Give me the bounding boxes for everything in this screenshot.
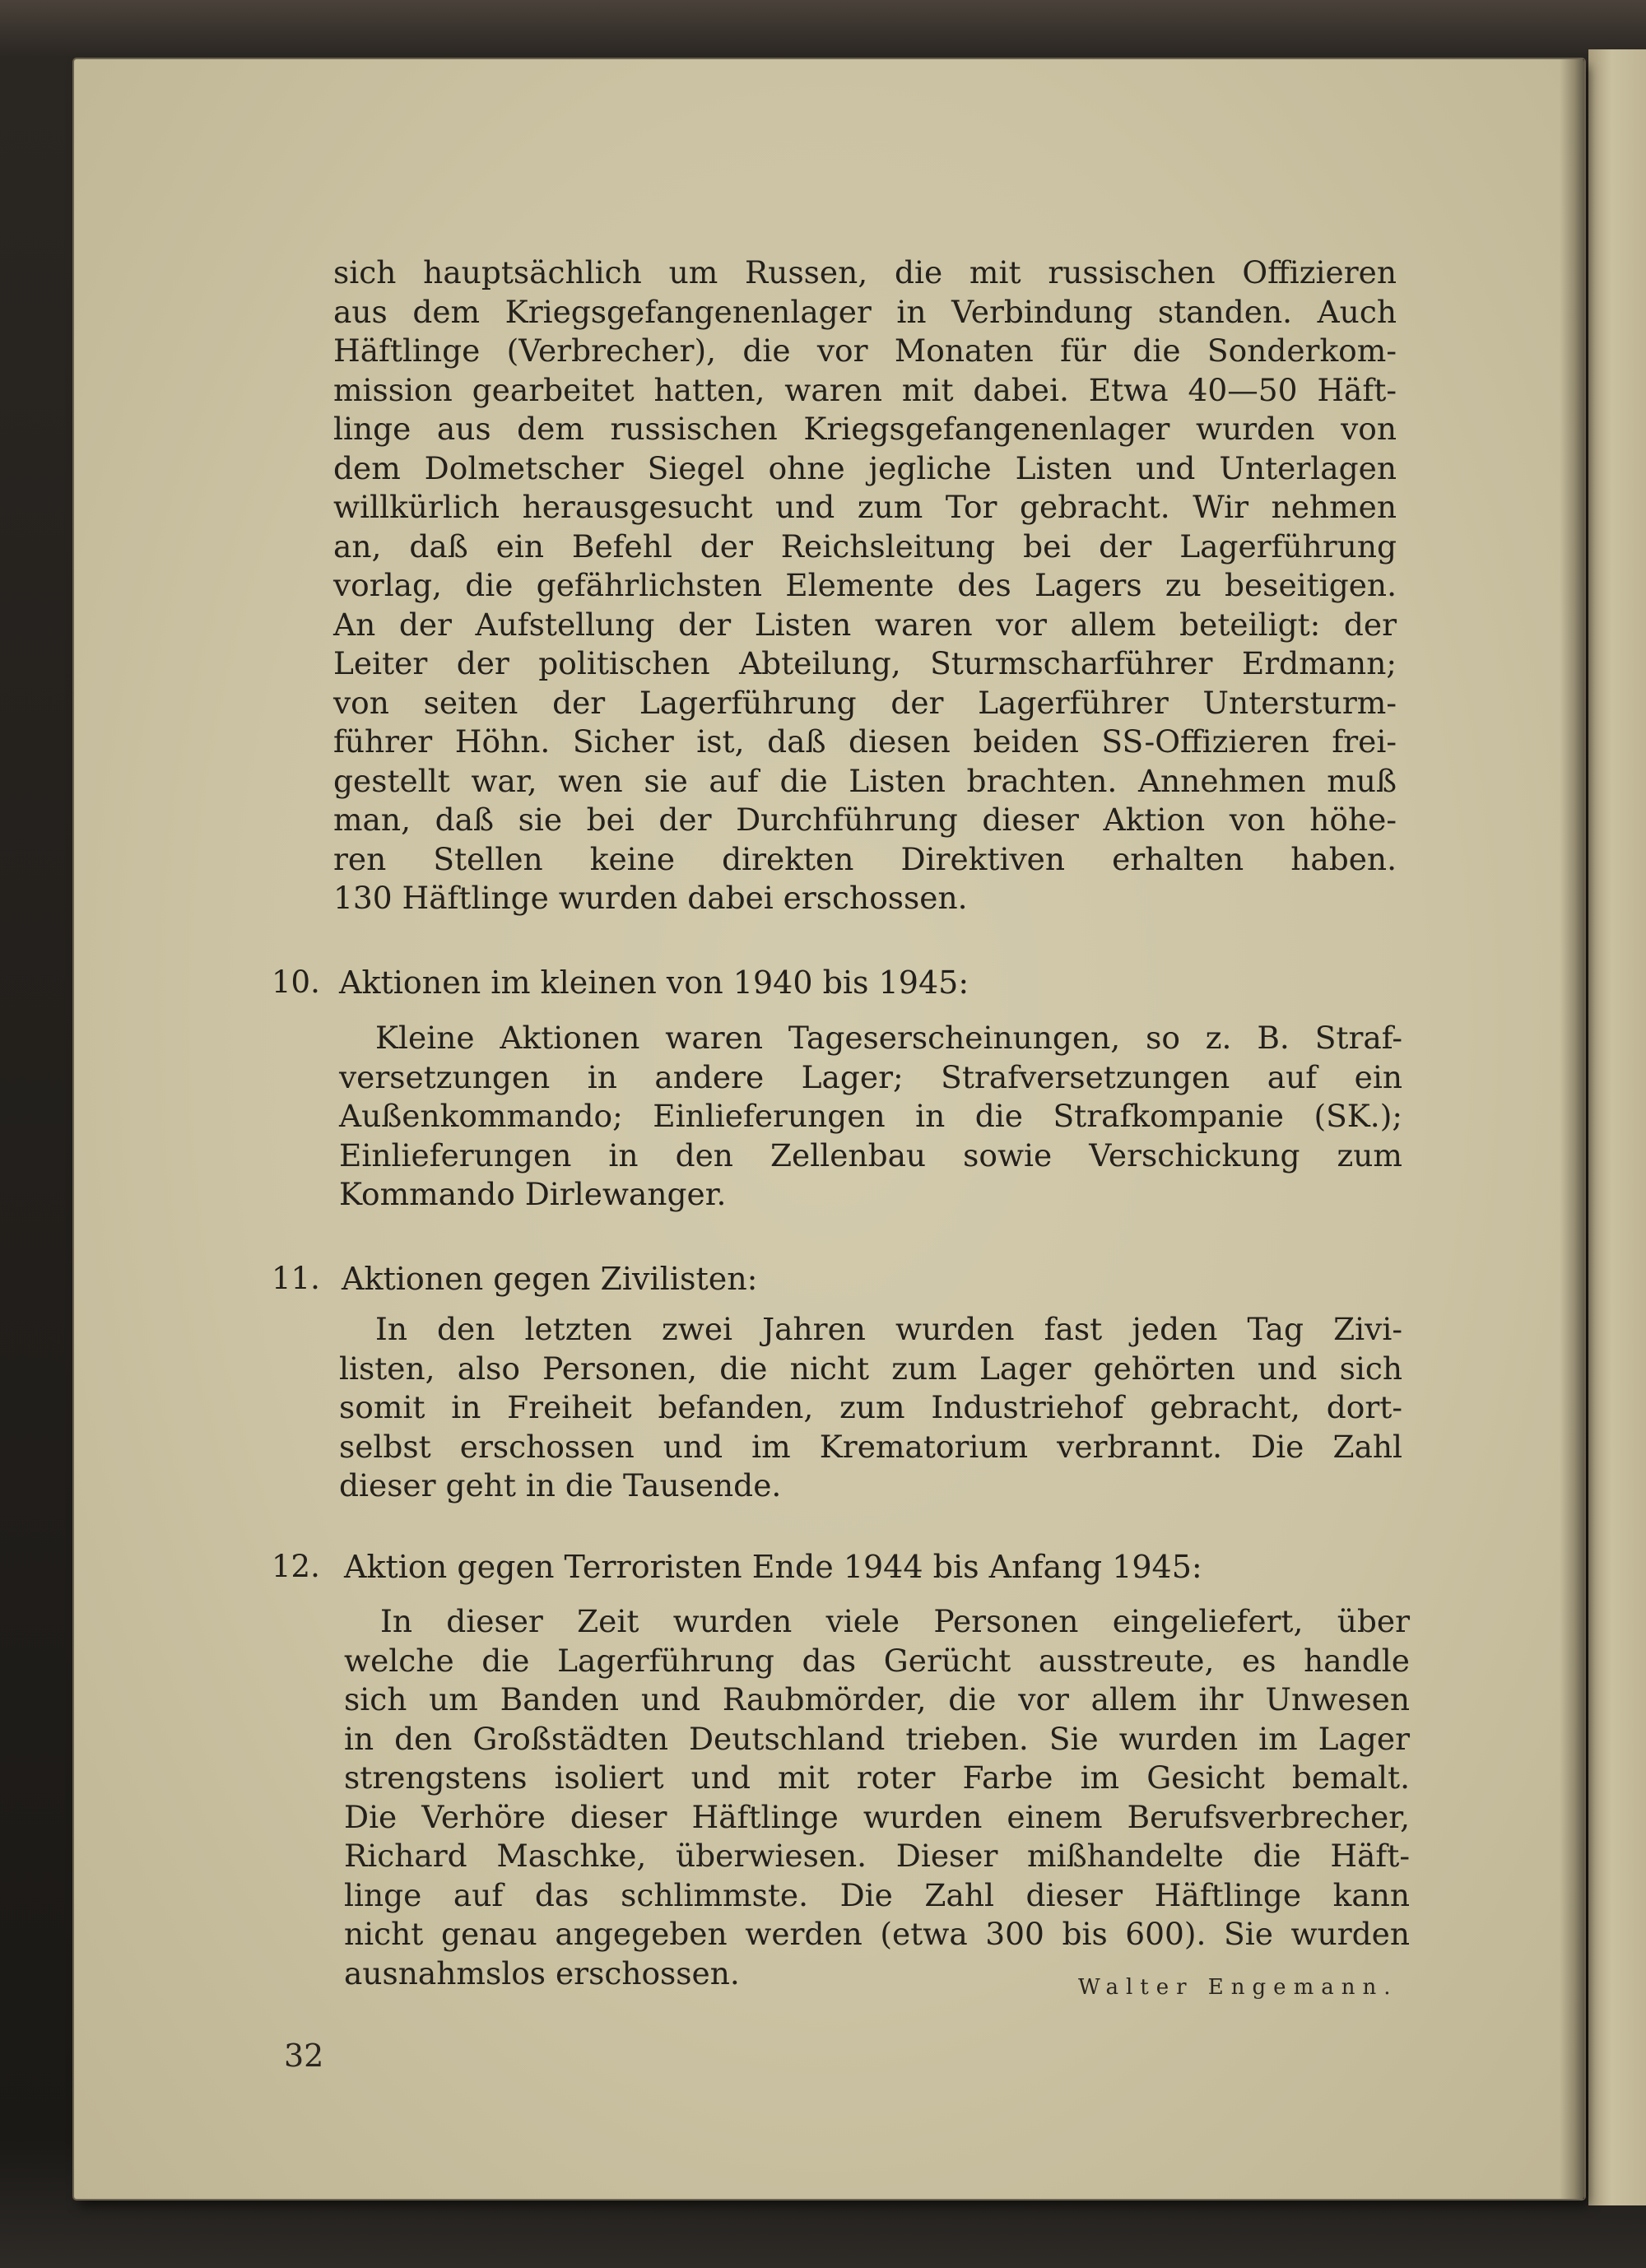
text-line: sich hauptsächlich um Russen, die mit russischen Offizieren bbox=[333, 254, 1397, 290]
section-number: 11. bbox=[272, 1261, 320, 1296]
text-line: Leiter der politischen Abteilung, Sturmscharführer Erdmann; bbox=[333, 645, 1397, 681]
text-line: welche die Lagerführung das Gerücht ausstreute, es handle bbox=[344, 1642, 1410, 1679]
text-line: Die Verhöre dieser Häftlinge wurden einem Berufsverbrecher, bbox=[344, 1798, 1410, 1835]
text-line: Außenkommando; Einlieferungen in die Strafkompanie (SK.); bbox=[339, 1098, 1402, 1134]
text-line: An der Aufstellung der Listen waren vor allem beteiligt: der bbox=[333, 606, 1397, 643]
text-line: Kommando Dirlewanger. bbox=[339, 1176, 727, 1212]
text-line: in den Großstädten Deutschland trieben. Sie wurden im Lager bbox=[344, 1720, 1410, 1757]
page-gutter-shadow bbox=[1560, 59, 1584, 2199]
author-signature: Walter Engemann. bbox=[1078, 1975, 1398, 2000]
text-line: ren Stellen keine direkten Direktiven erhalten haben. bbox=[333, 840, 1397, 877]
text-line: 130 Häftlinge wurden dabei erschossen. bbox=[333, 880, 968, 916]
text-line: Richard Maschke, überwiesen. Dieser mißhandelte die Häft- bbox=[344, 1838, 1410, 1874]
text-line: willkürlich herausgesucht und zum Tor gebracht. Wir nehmen bbox=[333, 489, 1397, 525]
text-line: somit in Freiheit befanden, zum Industriehof gebracht, dort- bbox=[339, 1389, 1402, 1425]
section-heading: Aktionen gegen Zivilisten: bbox=[342, 1261, 758, 1297]
text-line: In den letzten zwei Jahren wurden fast jeden Tag Zivi- bbox=[375, 1311, 1402, 1347]
text-line: nicht genau angegeben werden (etwa 300 bis 600). Sie wurden bbox=[344, 1916, 1410, 1952]
text-line: vorlag, die gefährlichsten Elemente des Lagers zu beseitigen. bbox=[333, 567, 1397, 603]
section-heading: Aktion gegen Terroristen Ende 1944 bis Anfang 1945: bbox=[344, 1549, 1202, 1585]
section-paragraph bbox=[339, 1310, 1402, 1506]
continuation-paragraph bbox=[333, 253, 1397, 918]
text-line: strengstens isoliert und mit roter Farbe im Gesicht bemalt. bbox=[344, 1759, 1410, 1796]
text-line: aus dem Kriegsgefangenenlager in Verbindung standen. Auch bbox=[333, 293, 1397, 330]
text-line: listen, also Personen, die nicht zum Lager gehörten und sich bbox=[339, 1350, 1402, 1387]
text-line: sich um Banden und Raubmörder, die vor allem ihr Unwesen bbox=[344, 1681, 1410, 1717]
facing-page-edge bbox=[1588, 49, 1646, 2205]
text-line: Häftlinge (Verbrecher), die vor Monaten für die Sonderkom- bbox=[333, 332, 1397, 369]
text-line: führer Höhn. Sicher ist, daß diesen beiden SS-Offizieren frei- bbox=[333, 723, 1397, 760]
text-line: Einlieferungen in den Zellenbau sowie Verschickung zum bbox=[339, 1136, 1402, 1174]
text-line: versetzungen in andere Lager; Strafversetzungen auf ein bbox=[339, 1058, 1402, 1095]
text-line: dieser geht in die Tausende. bbox=[339, 1467, 782, 1503]
text-line: linge auf das schlimmste. Die Zahl dieser Häftlinge kann bbox=[344, 1876, 1410, 1913]
section-heading: Aktionen im kleinen von 1940 bis 1945: bbox=[339, 964, 969, 1001]
text-line: linge aus dem russischen Kriegsgefangenenlager wurden von bbox=[333, 411, 1397, 447]
text-line: mission gearbeitet hatten, waren mit dabei. Etwa 40—50 Häft- bbox=[333, 371, 1397, 408]
section-number: 10. bbox=[272, 964, 320, 1000]
text-line: man, daß sie bei der Durchführung dieser Aktion von höhe- bbox=[333, 802, 1397, 838]
text-line: Kleine Aktionen waren Tageserscheinungen, so z. B. Straf- bbox=[375, 1020, 1402, 1056]
text-line: gestellt war, wen sie auf die Listen brachten. Annehmen muß bbox=[333, 762, 1397, 799]
text-line: selbst erschossen und im Krematorium verbrannt. Die Zahl bbox=[339, 1428, 1402, 1465]
text-line: von seiten der Lagerführung der Lagerführer Untersturm- bbox=[333, 684, 1397, 721]
text-line: ausnahmslos erschossen. bbox=[344, 1954, 740, 1991]
section-paragraph bbox=[339, 1019, 1402, 1215]
page-number: 32 bbox=[284, 2038, 324, 2074]
section-paragraph bbox=[344, 1602, 1410, 1993]
section-number: 12. bbox=[272, 1549, 320, 1584]
text-line: dem Dolmetscher Siegel ohne jegliche Listen und Unterlagen bbox=[333, 449, 1397, 486]
text-line: an, daß ein Befehl der Reichsleitung bei der Lagerführung bbox=[333, 527, 1397, 565]
text-line: In dieser Zeit wurden viele Personen eingeliefert, über bbox=[380, 1603, 1410, 1639]
